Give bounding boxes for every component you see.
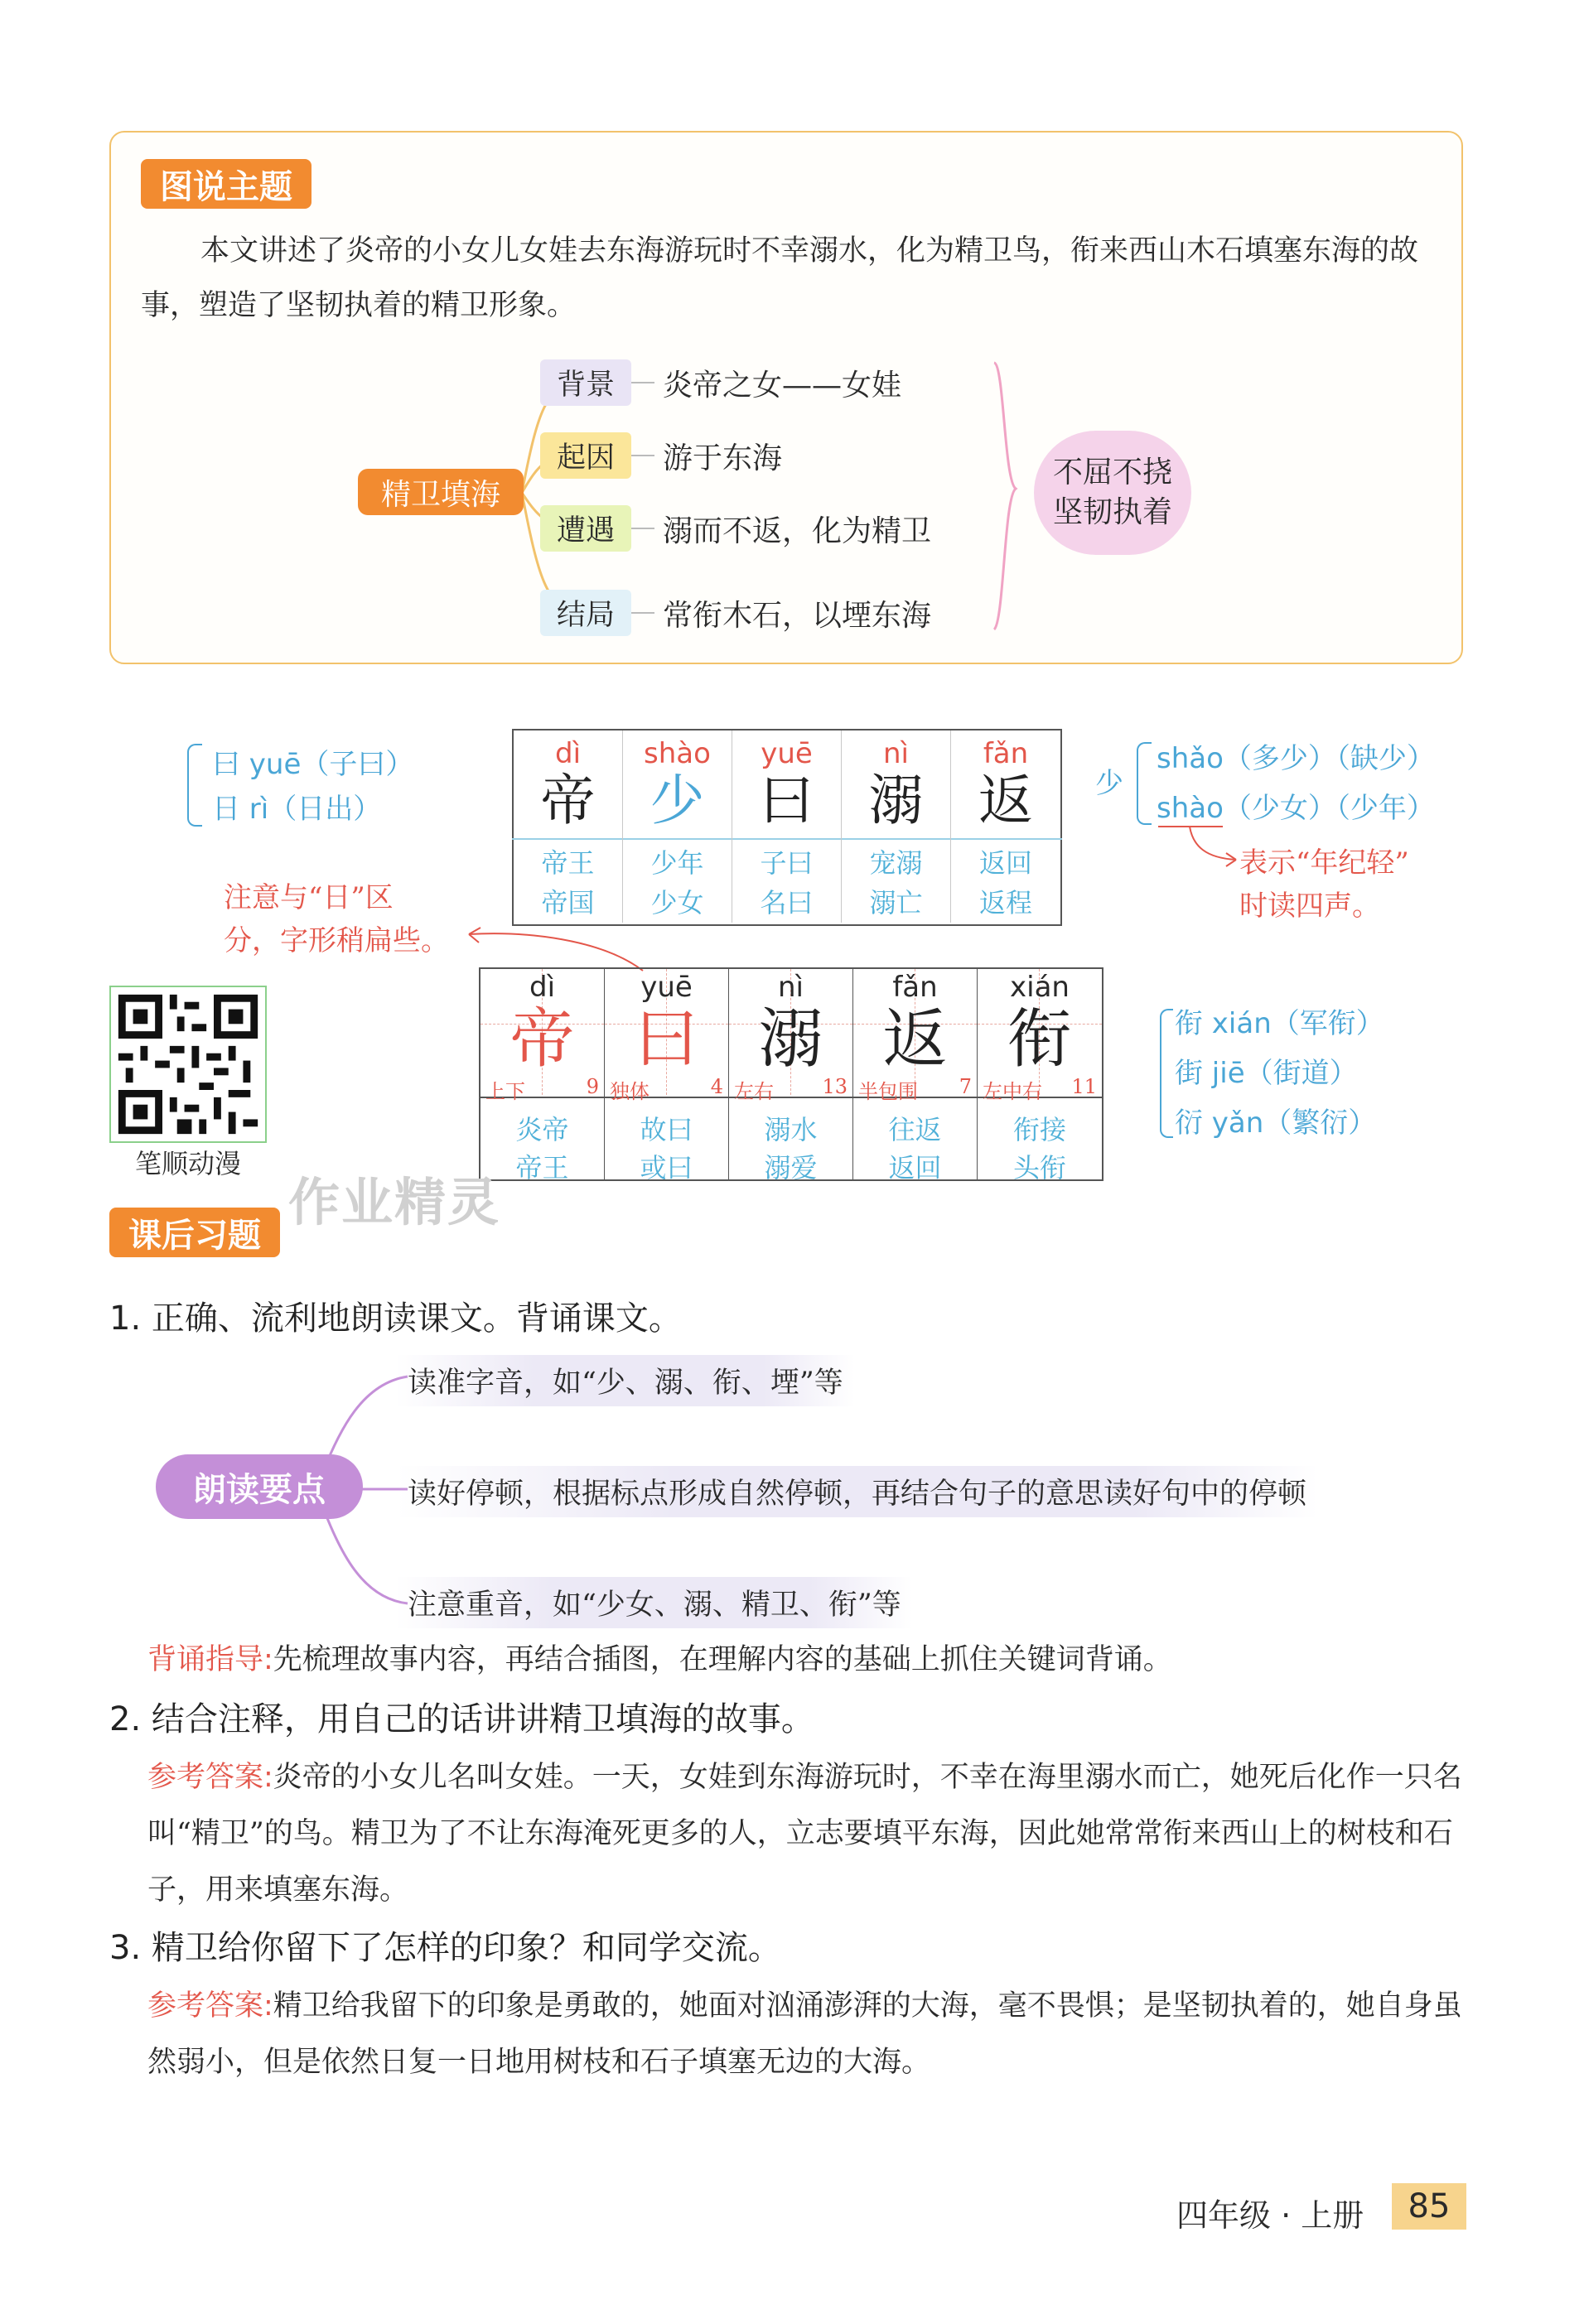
- left-red-note: [224, 876, 449, 962]
- read-chars-row: [514, 730, 1060, 923]
- left-red-note-line: 分，字形稍扁些。: [224, 924, 449, 957]
- read-char-word: 返回: [978, 847, 1032, 879]
- answer-2-label: 参考答案:: [147, 1761, 273, 1794]
- write-char-structure: 上下: [485, 1080, 525, 1103]
- write-char-word: 故曰: [640, 1114, 693, 1145]
- qr-code-icon: [111, 987, 265, 1141]
- answer-3-text: 精卫给我留下的印象是勇敢的，她面对汹涌澎湃的大海，毫不畏惧；是坚韧执着的，她自身虽然弱小，但是依然日复一日地用树枝和石子填塞无边的大海。: [147, 1989, 1462, 2079]
- left-note-brace: [187, 744, 202, 827]
- read-char: 返: [978, 769, 1033, 832]
- answer-2: [147, 1749, 1465, 1918]
- left-red-note-line: 注意与“日”区: [224, 881, 394, 914]
- write-right-note: [1175, 999, 1384, 1148]
- write-char-cell: [605, 969, 729, 1184]
- read-char-cell: [514, 730, 623, 923]
- answer-3-label: 参考答案:: [147, 1989, 273, 2023]
- recite-guide: [147, 1632, 1473, 1688]
- question-3: 3. 精卫给你留下了怎样的印象？和同学交流。: [109, 1929, 781, 1967]
- reading-point: 注意重音，如“少女、溺、精卫、衔”等: [396, 1577, 913, 1628]
- qr-label: 笔顺动漫: [134, 1148, 241, 1179]
- read-char-word: 帝王: [541, 847, 595, 879]
- write-char-strokes: 7: [959, 1075, 972, 1098]
- write-char-meta: [729, 1075, 852, 1104]
- read-char-pinyin: yuē: [761, 737, 813, 770]
- read-char: 少: [650, 769, 705, 832]
- read-char: 溺: [868, 769, 924, 832]
- write-char-pinyin: yuē: [640, 971, 693, 1004]
- theme-summary-text: 本文讲述了炎帝的小女儿女娃去东海游玩时不幸溺水，化为精卫鸟，衔来西山木石填塞东海的故事，塑造了坚韧执着的精卫形象。: [141, 234, 1419, 322]
- page-number: 85: [1392, 2183, 1466, 2230]
- left-note-line: 日 rì（日出）: [212, 793, 382, 826]
- question-2: 2. 结合注释，用自己的话讲讲精卫填海的故事。: [109, 1700, 814, 1738]
- left-note-line: 曰 yuē（子曰）: [212, 748, 414, 781]
- read-char-pinyin: nì: [883, 737, 909, 770]
- write-char-word: 溺水: [764, 1114, 818, 1145]
- reading-points-root: 朗读要点: [156, 1454, 363, 1519]
- reading-point: 读准字音，如“少、溺、衔、堙”等: [396, 1355, 855, 1406]
- read-char-pinyin: dì: [554, 737, 582, 770]
- qr-code[interactable]: [109, 986, 267, 1143]
- write-char-pinyin: xián: [1010, 971, 1070, 1004]
- write-char-structure: 左中右: [983, 1080, 1042, 1103]
- mindmap-text-ending: 常衔木石，以堙东海: [663, 598, 932, 633]
- answer-3: [147, 1978, 1465, 2090]
- write-char-word: 溺爱: [764, 1152, 818, 1184]
- read-char-word: 少女: [650, 887, 704, 919]
- arrow-to-yue: [461, 923, 651, 972]
- read-char: 曰: [759, 769, 814, 832]
- write-note-line: 衍 yǎn（繁衍）: [1175, 1107, 1377, 1140]
- write-char-pinyin: dì: [529, 971, 556, 1004]
- read-char-cell: [623, 730, 732, 923]
- write-char-word: 帝王: [515, 1152, 569, 1184]
- right-red-note-line: 表示“年纪轻”: [1239, 846, 1409, 880]
- read-char-pinyin: shào: [644, 737, 711, 770]
- mindmap-text-cause: 游于东海: [663, 441, 783, 475]
- mindmap-root: 精卫填海: [358, 469, 524, 515]
- write-char-strokes: 13: [822, 1075, 848, 1098]
- read-char-cell: [842, 730, 951, 923]
- write-char: 衔: [1007, 1002, 1072, 1077]
- write-char-cell: [978, 969, 1102, 1184]
- write-char: 溺: [758, 1002, 823, 1077]
- write-char-meta: [853, 1075, 977, 1104]
- read-char-cell: [951, 730, 1060, 923]
- write-char-word: 衔接: [1012, 1114, 1066, 1145]
- mindmap-text-encounter: 溺而不返，化为精卫: [663, 513, 932, 548]
- right-red-note-line: 时读四声。: [1239, 890, 1380, 923]
- write-note-brace: [1160, 1009, 1173, 1138]
- mindmap-summary: [1034, 431, 1191, 555]
- write-char-word: 头衔: [1012, 1152, 1066, 1184]
- right-note-line: shào（少女）（少年）: [1157, 792, 1435, 825]
- write-char-cell: [729, 969, 853, 1184]
- write-char-strokes: 11: [1071, 1075, 1097, 1098]
- mindmap-branch-ending: 结局: [540, 590, 631, 636]
- write-chars-row: [481, 969, 1102, 1184]
- exercises-title: 课后习题: [109, 1208, 280, 1257]
- write-char-structure: 半包围: [858, 1080, 918, 1103]
- write-char-pinyin: nì: [778, 971, 804, 1004]
- write-char-strokes: 4: [710, 1075, 723, 1098]
- read-char-word: 子曰: [760, 847, 814, 879]
- read-char-word: 溺亡: [869, 887, 923, 919]
- write-char-word: 往返: [888, 1114, 942, 1145]
- right-red-note: [1239, 841, 1409, 928]
- right-note-line: shǎo（多少）（缺少）: [1157, 742, 1435, 775]
- right-note: [1157, 734, 1435, 833]
- arrow-to-red-note: [1157, 822, 1248, 880]
- write-char-pinyin: fǎn: [892, 971, 938, 1004]
- reading-point: 读好停顿，根据标点形成自然停顿，再结合句子的意思读好句中的停顿: [396, 1466, 1318, 1517]
- summary-line-2: 坚韧执着: [1052, 495, 1172, 529]
- read-char-pinyin: fǎn: [983, 737, 1029, 770]
- footer-grade-label: 四年级 · 上册: [1176, 2197, 1364, 2234]
- write-char-word: 或曰: [640, 1152, 693, 1184]
- write-char-structure: 独体: [610, 1080, 650, 1103]
- read-char-cell: [732, 730, 842, 923]
- write-char-word: 炎帝: [515, 1114, 569, 1145]
- mindmap-text-background: 炎帝之女——女娃: [663, 368, 902, 403]
- write-char-cell: [481, 969, 605, 1184]
- read-char-word: 帝国: [541, 887, 595, 919]
- mindmap-branch-cause: 起因: [540, 432, 631, 479]
- write-note-line: 衔 xián（军衔）: [1175, 1007, 1384, 1040]
- mindmap-branch-encounter: 遭遇: [540, 505, 631, 552]
- write-char-meta: [605, 1075, 728, 1104]
- recite-label: 背诵指导:: [147, 1643, 273, 1676]
- summary-line-1: 不屈不挠: [1052, 456, 1172, 489]
- read-char-word: 少年: [650, 847, 704, 879]
- write-char-meta: [481, 1075, 604, 1104]
- recite-text: 先梳理故事内容，再结合插图，在理解内容的基础上抓住关键词背诵。: [273, 1643, 1172, 1676]
- right-note-char: 少: [1095, 767, 1123, 800]
- left-note: [212, 742, 413, 832]
- write-char-word: 返回: [888, 1152, 942, 1184]
- write-char: 帝: [509, 1002, 575, 1077]
- read-char-word: 宠溺: [869, 847, 923, 879]
- write-char-strokes: 9: [586, 1075, 599, 1098]
- watermark-text: 作业精灵: [288, 1172, 501, 1232]
- read-char-word: 名曰: [760, 887, 814, 919]
- write-char: 曰: [634, 1002, 699, 1077]
- write-note-line: 街 jiē（街道）: [1175, 1057, 1358, 1090]
- question-1: 1. 正确、流利地朗读课文。背诵课文。: [109, 1299, 682, 1338]
- write-char-structure: 左右: [734, 1080, 774, 1103]
- theme-title: 图说主题: [141, 159, 311, 209]
- write-char-cell: [853, 969, 978, 1184]
- mindmap-branch-background: 背景: [540, 359, 631, 406]
- answer-2-text: 炎帝的小女儿名叫女娃。一天，女娃到东海游玩时，不幸在海里溺水而亡，她死后化作一只名叫“精卫”的鸟。精卫为了不让东海淹死更多的人，立志要填平东海，因此她常常衔来西山上的树枝和石子，用来填塞东海。: [147, 1761, 1462, 1907]
- write-char: 返: [882, 1002, 948, 1077]
- right-note-brace: [1137, 742, 1152, 825]
- read-char-word: 返程: [978, 887, 1032, 919]
- read-char: 帝: [540, 769, 596, 832]
- write-char-meta: [978, 1075, 1102, 1104]
